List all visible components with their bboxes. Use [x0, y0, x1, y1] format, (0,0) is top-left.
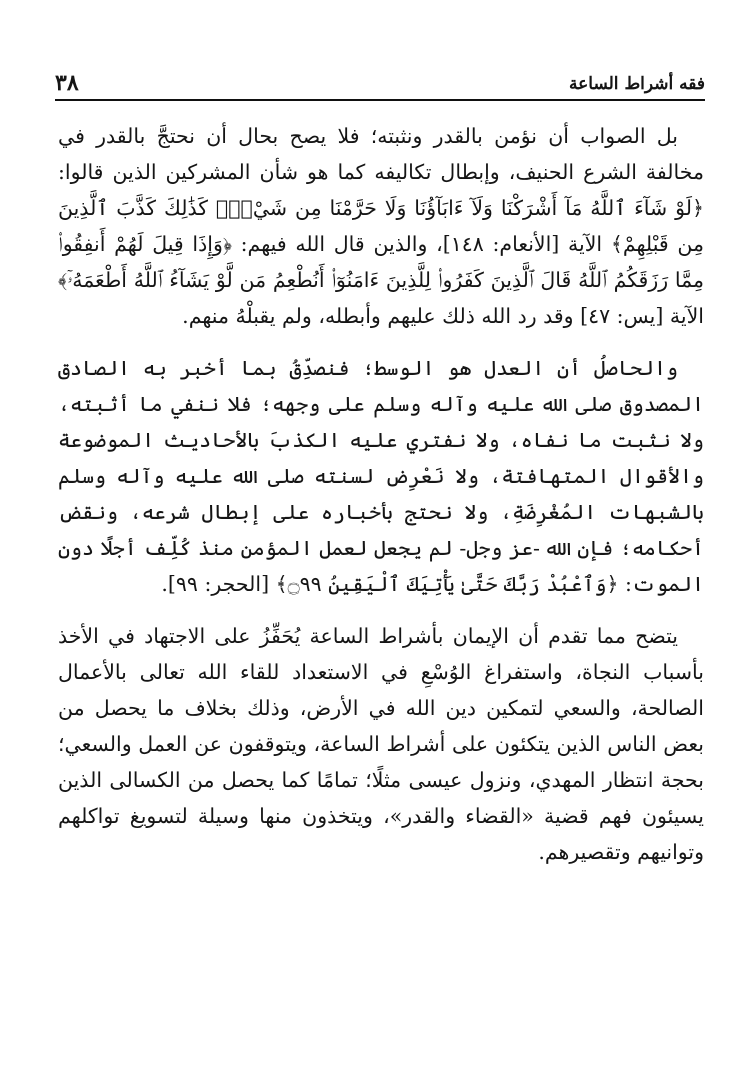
paragraph-text: يتضح مما تقدم أن الإيمان بأشراط الساعة يُحَفِّزُ على الاجتهاد في الأخذ بأسباب النجاة، واستفراغ الوُسْعِ في الاستعداد للقاء الله تعالى بالأعمال الصالحة، والسعي لتمكين دين الله في الأرض، وذلك بخلاف ما يحصل من بعض الناس الذين يتكئون على أشراط الساعة، ويتوقفون عن العمل والسعي؛ بحجة انتظار المهدي، ونزول عيسى مثلًا؛ تمامًا كما يحصل من الكسالى الذين يسيئون فهم قضية «القضاء والقدر»، ويتخذون منها وسيلة لتسويغ تواكلهم وتوانيهم وتقصيرهم. [58, 624, 704, 864]
paragraph-1 [58, 118, 704, 334]
running-title: فقه أشراط الساعة [569, 74, 705, 94]
paragraph-text: بل الصواب أن نؤمن بالقدر ونثبته؛ فلا يصح بحال أن نحتجَّ بالقدر في مخالفة الشرع الحنيف، وإبطال تكاليفه كما هو شأن المشركين الذين قالوا: ﴿لَوْ شَآءَ ٱللَّهُ مَآ أَشْرَكْنَا وَلَآ ءَابَآؤُنَا وَلَا حَرَّمْنَا مِن شَيْءٍۚ كَذَٰلِكَ كَذَّبَ ٱلَّذِينَ مِن قَبْلِهِمْ﴾ الآية [الأنعام: ١٤٨]، والذين قال الله فيهم: ﴿وَإِذَا قِيلَ لَهُمْ أَنفِقُوا۟ مِمَّا رَزَقَكُمُ ٱللَّهُ قَالَ ٱلَّذِينَ كَفَرُوا۟ لِلَّذِينَ ءَامَنُوٓا۟ أَنُطْعِمُ مَن لَّوْ يَشَآءُ ٱللَّهُ أَطْعَمَهُۥٓ﴾ الآية [يس: ٤٧] وقد رد الله ذلك عليهم وأبطله، ولم يقبلْهُ منهم. [58, 124, 704, 328]
header-divider [55, 99, 705, 101]
paragraph-3 [58, 618, 704, 870]
paragraph-2 [58, 350, 704, 602]
page-body [58, 118, 704, 886]
page-number: ٣٨ [55, 70, 79, 96]
paragraph-text: والحاصلُ أن العدل هو الوسط؛ فنصدِّقُ بما أخبر به الصادق المصدوق صلى الله عليه وآله وسلم على وجهه؛ فلا ننفي ما أثبته، ولا نثبت ما نفاه، ولا نفتري عليه الكذبَ بالأحاديث الموضوعة والأقوال المتهافتة، ولا نَعْرِض لسنته صلى الله عليه وآله وسلم بالشبهات المُغْرِضَةِ، ولا نحتج بأخباره على إبطال شرعه، ونقض أحكامه؛ فإن الله -عز وجل- لم يجعل لعمل المؤمن منذ كُلِّف أجلًا دون الموت: ﴿وَٱعْبُدْ رَبَّكَ حَتَّىٰ يَأْتِيَكَ ٱلْيَقِينُ ۝٩٩﴾ [الحجر: ٩٩]. [58, 356, 704, 596]
page-header [55, 66, 705, 102]
